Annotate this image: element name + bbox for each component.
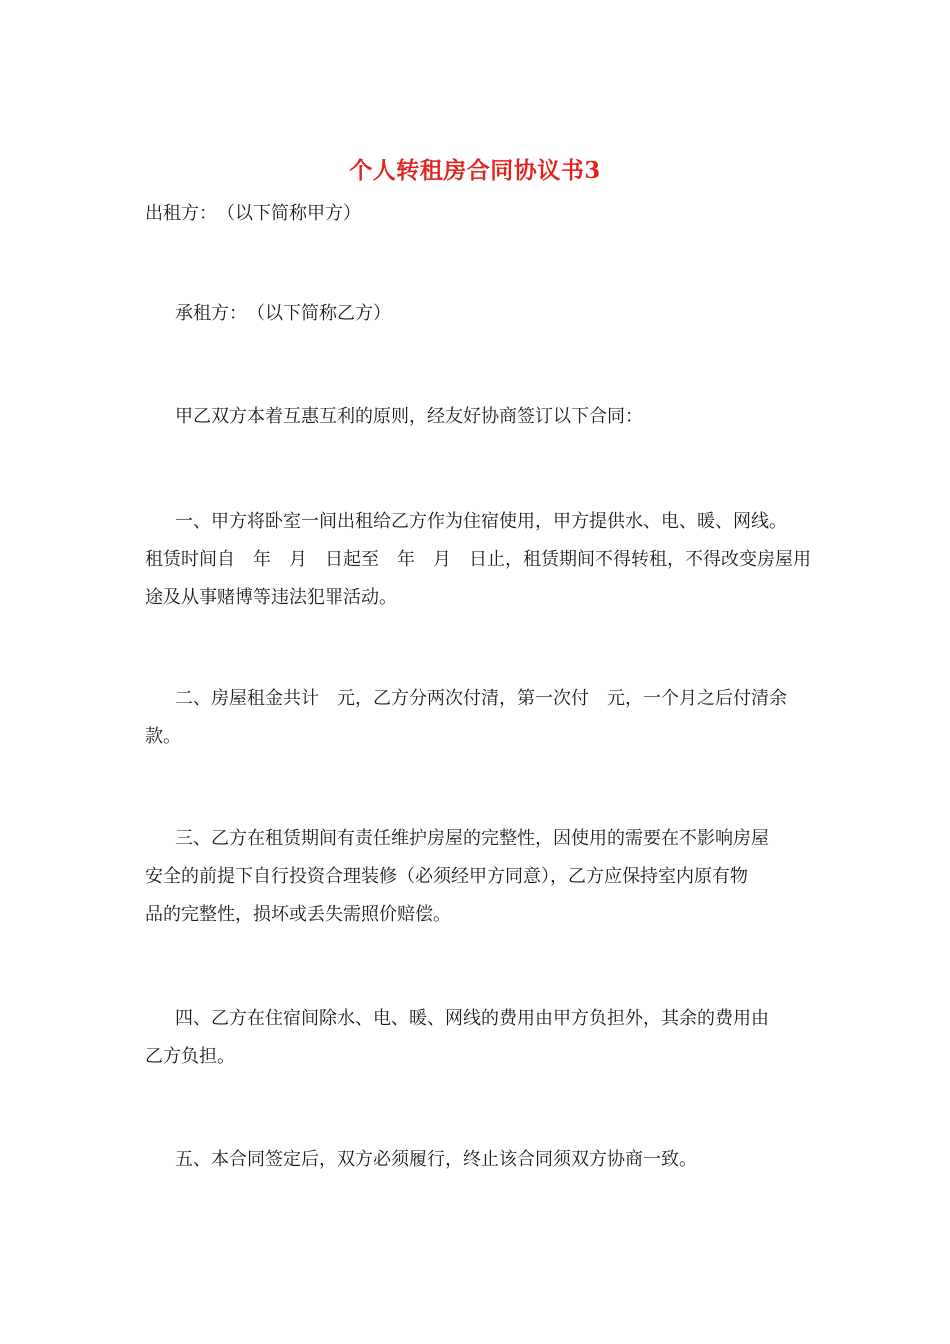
clause-line: 一、甲方将卧室一间出租给乙方作为住宿使用，甲方提供水、电、暖、网线。 — [175, 511, 787, 532]
clause-line: 四、乙方在住宿间除水、电、暖、网线的费用由甲方负担外，其余的费用由 — [175, 1008, 769, 1029]
clause-4 — [145, 1000, 817, 1076]
clause-line: 品的完整性，损坏或丢失需照价赔偿。 — [145, 904, 451, 925]
preamble: 甲乙双方本着互惠互利的原则，经友好协商签订以下合同： — [175, 406, 643, 427]
clause-line: 乙方负担。 — [145, 1046, 235, 1067]
clause-3 — [145, 820, 817, 934]
lessor-line: 出租方： （以下简称甲方） — [145, 203, 361, 224]
clause-5 — [145, 1141, 817, 1179]
clause-2 — [145, 680, 817, 756]
clause-1 — [145, 503, 817, 617]
clause-line: 款。 — [145, 726, 181, 747]
clause-line: 租赁时间自 年 月 日起至 年 月 日止，租赁期间不得转租，不得改变房屋用 — [145, 549, 811, 570]
lessee-line: 承租方： （以下简称乙方） — [175, 303, 391, 324]
document-title: 个人转租房合同协议书3 — [349, 157, 601, 184]
clause-line: 五、本合同签定后，双方必须履行，终止该合同须双方协商一致。 — [175, 1149, 697, 1170]
clause-line: 途及从事赌博等违法犯罪活动。 — [145, 587, 397, 608]
clause-line: 三、乙方在租赁期间有责任维护房屋的完整性，因使用的需要在不影响房屋 — [175, 828, 769, 849]
clause-line: 二、房屋租金共计 元，乙方分两次付清，第一次付 元，一个月之后付清余 — [175, 688, 787, 709]
clause-line: 安全的前提下自行投资合理装修（必须经甲方同意），乙方应保持室内原有物 — [145, 866, 748, 887]
